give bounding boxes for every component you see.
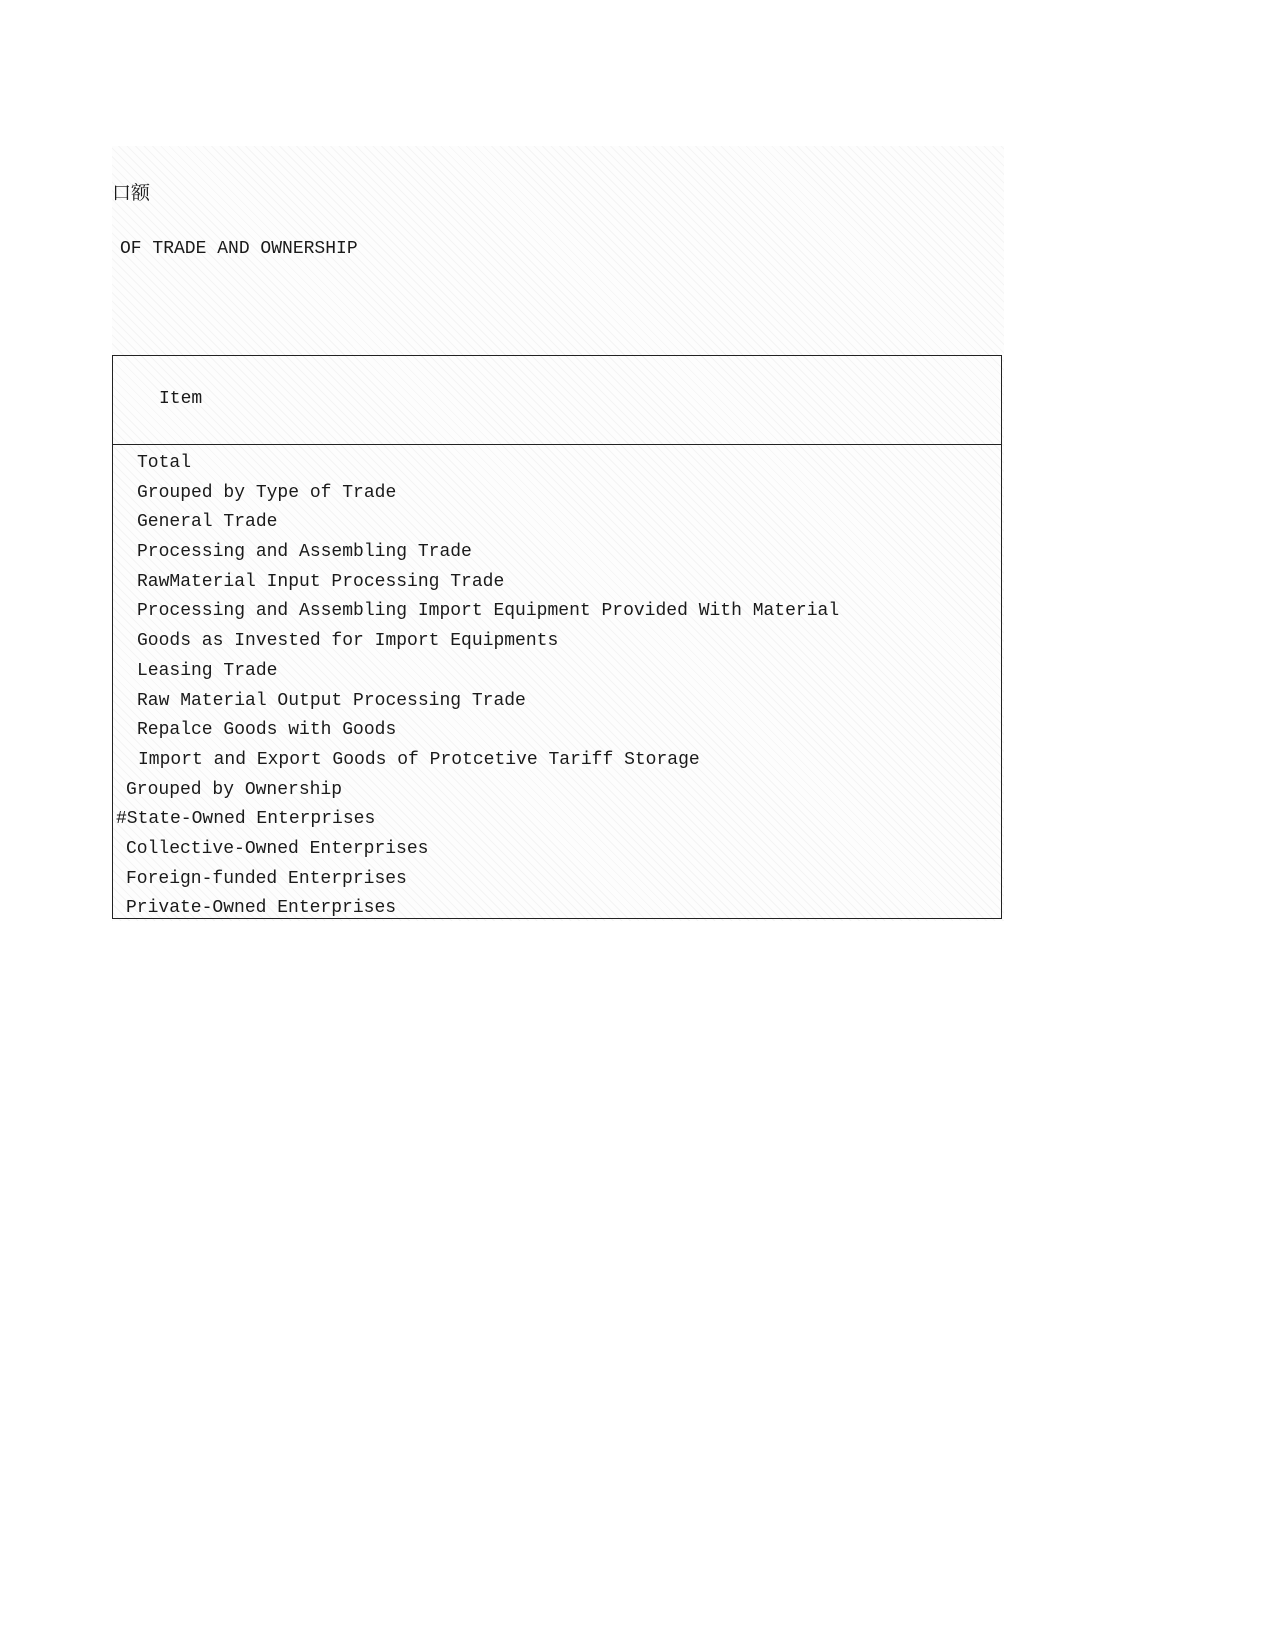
table-row[interactable]: Grouped by Ownership [126,779,343,800]
table-header [113,356,1001,445]
table-row[interactable]: General Trade [137,512,278,533]
table-row[interactable]: Foreign-funded Enterprises [126,868,407,889]
table-row[interactable]: Goods as Invested for Import Equipments [137,631,559,652]
table-row[interactable]: Private-Owned Enterprises [126,898,397,919]
table-row[interactable]: Grouped by Type of Trade [137,482,397,503]
title-english: OF TRADE AND OWNERSHIP [120,239,358,259]
data-table [112,355,1002,919]
title-chinese: 口额 [112,182,151,204]
table-row[interactable]: Raw Material Output Processing Trade [137,690,526,711]
table-row[interactable]: Leasing Trade [137,660,278,681]
table-row[interactable]: #State-Owned Enterprises [116,809,376,830]
column-header-item: Item [159,389,203,409]
table-row[interactable]: Collective-Owned Enterprises [126,838,429,859]
table-row[interactable]: RawMaterial Input Processing Trade [137,571,505,592]
table-body [113,445,1001,924]
table-row[interactable]: Processing and Assembling Import Equipment Provided With Material [137,601,840,622]
spreadsheet-page [112,146,1004,921]
table-row[interactable]: Import and Export Goods of Protcetive Tariff Storage [138,749,700,770]
table-row[interactable]: Total [137,453,192,473]
table-row[interactable]: Processing and Assembling Trade [137,542,472,563]
table-row[interactable]: Repalce Goods with Goods [137,720,397,741]
